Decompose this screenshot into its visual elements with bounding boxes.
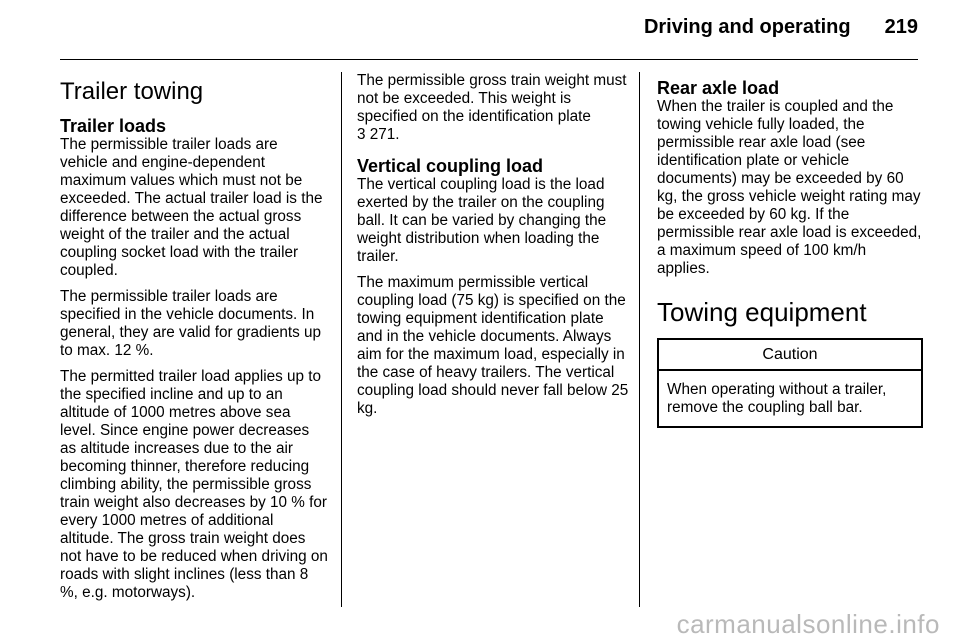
paragraph: When the trailer is coupled and the towing vehicle fully loaded, the permissible rear axle load (see identification plate or vehicle documents) may be exceeded by 60 kg, the gross vehicle weight rating may be exceeded by 60 kg. If the permissible rear axle load is exceeded, a maximum speed of 100 km/h applies. bbox=[657, 98, 922, 277]
paragraph-text: The permissible gross train weight must not be exceeded. This weight is specified on the identification plate bbox=[357, 72, 627, 125]
header-divider bbox=[60, 59, 918, 60]
paragraph bbox=[357, 72, 629, 144]
paragraph: The vertical coupling load is the load exerted by the trailer on the coupling ball. It can be varied by changing the weight distribution when loading the trailer. bbox=[357, 176, 607, 265]
paragraph: The maximum permissible vertical coupling load (75 kg) is specified on the towing equipment identification plate and in the vehicle documents. Always aim for the maximum load, especially in the case of heavy trailers. The vertical coupling load should never fall below 25 kg. bbox=[357, 274, 629, 417]
section-heading-towing-equipment: Towing equipment bbox=[657, 297, 867, 327]
section-title: Driving and operating bbox=[643, 16, 851, 38]
subheading-rear-axle-load: Rear axle load bbox=[657, 78, 780, 98]
subheading-vertical-coupling-load: Vertical coupling load bbox=[357, 156, 544, 176]
paragraph: The permissible trailer loads are vehicle and engine-dependent maximum values which must not be exceeded. The actual trailer load is the difference between the actual gross weight of the trailer and the actual coupling socket load with the trailer coupled. bbox=[60, 136, 323, 279]
subheading-trailer-loads: Trailer loads bbox=[60, 116, 167, 136]
caution-title: Caution bbox=[659, 340, 921, 371]
column-left bbox=[60, 72, 328, 610]
column-middle bbox=[357, 72, 629, 426]
page-reference-link[interactable]: 3 271. bbox=[357, 126, 400, 143]
column-right bbox=[657, 72, 923, 428]
caution-box bbox=[657, 338, 923, 428]
page-header bbox=[644, 16, 918, 46]
column-divider bbox=[341, 72, 342, 607]
caution-text: When operating without a trailer, remove the coupling ball bar. bbox=[667, 381, 887, 416]
paragraph: The permitted trailer load applies up to the specified incline and up to an altitude of 1000 metres above sea level. Since engine power decreases as altitude increases due to the air becoming thinner, therefore reducing climbing ability, the permissible gross train weight also decreases by 10 % for every 1000 metres of additional altitude. The gross train weight does not have to be reduced when driving on roads with slight inclines (less than 8 %, e.g. motorways). bbox=[60, 368, 328, 601]
section-heading-trailer-towing: Trailer towing bbox=[60, 78, 204, 105]
paragraph: The permissible trailer loads are specified in the vehicle documents. In general, they are valid for gradients up to max. 12 %. bbox=[60, 288, 322, 359]
watermark: carmanualsonline.info bbox=[676, 609, 940, 639]
column-divider bbox=[639, 72, 640, 607]
page-number: 219 bbox=[884, 16, 918, 38]
